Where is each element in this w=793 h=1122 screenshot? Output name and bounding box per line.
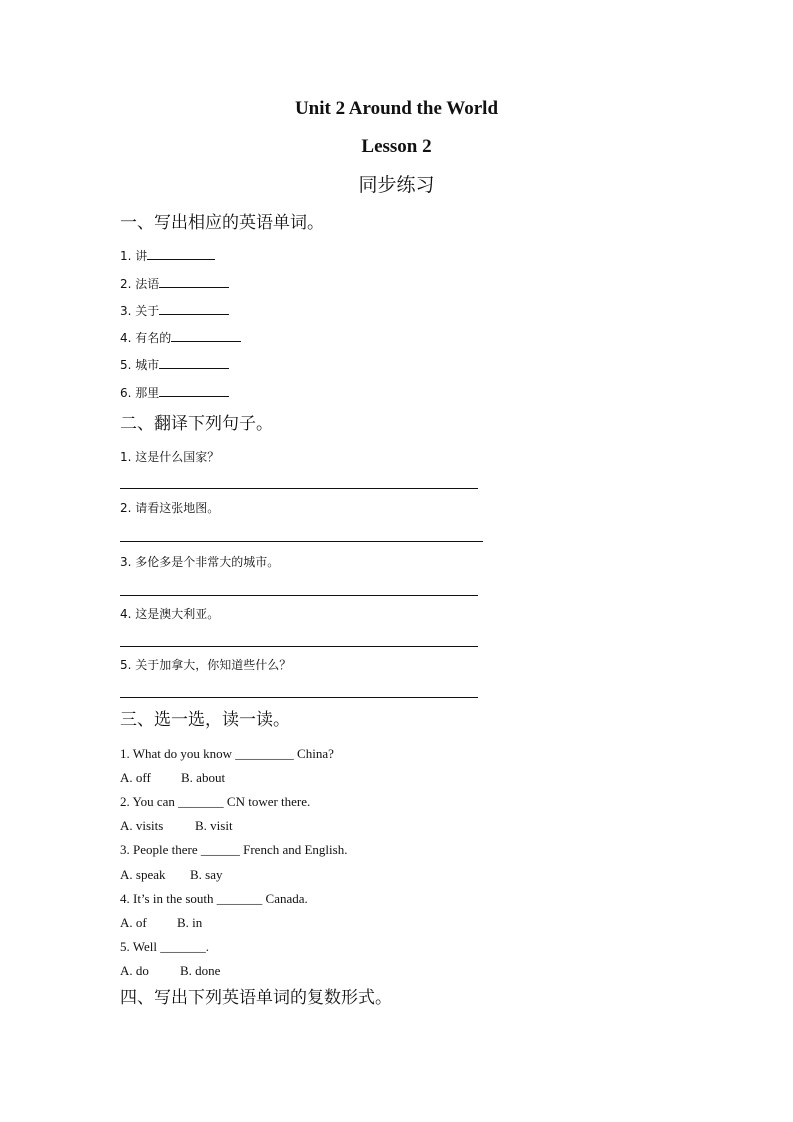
page-subtitle: 同步练习 (358, 174, 435, 196)
question-text: 3. People there ______ French and English. (120, 842, 348, 857)
section-heading-3: 三、选一选，读一读。 (120, 710, 290, 730)
section-heading-2: 二、翻译下列句子。 (120, 414, 273, 434)
vocab-item (120, 248, 215, 264)
lesson-title: Lesson 2 (361, 136, 432, 157)
translate-prompt: 2. 请看这张地图。 (120, 501, 220, 515)
option-a[interactable]: A. visits (120, 818, 164, 833)
translate-prompt: 1. 这是什么国家？ (120, 450, 220, 464)
question-options (120, 817, 233, 834)
vocab-item (120, 357, 229, 373)
question-text: 5. Well _______. (120, 939, 209, 954)
option-a[interactable]: A. of (120, 915, 147, 930)
option-b[interactable]: B. visit (195, 818, 233, 833)
answer-line[interactable] (120, 541, 483, 542)
vocab-item (120, 330, 241, 346)
vocab-prompt: 5. 城市 (120, 358, 160, 372)
answer-line[interactable] (120, 697, 478, 698)
option-a[interactable]: A. do (120, 963, 149, 978)
page-title: Unit 2 Around the World (294, 98, 499, 119)
answer-blank[interactable] (171, 331, 241, 342)
option-b[interactable]: B. say (190, 867, 223, 882)
answer-blank[interactable] (159, 386, 229, 397)
answer-line[interactable] (120, 595, 478, 596)
answer-blank[interactable] (159, 277, 229, 288)
vocab-prompt: 3. 关于 (120, 304, 160, 318)
option-a[interactable]: A. off (120, 770, 151, 785)
answer-blank[interactable] (147, 249, 215, 260)
translate-prompt: 5. 关于加拿大，你知道些什么？ (120, 658, 292, 672)
vocab-item (120, 385, 229, 401)
question-options (120, 914, 202, 931)
vocab-item (120, 276, 229, 292)
question-text: 1. What do you know _________ China? (120, 746, 334, 761)
vocab-prompt: 4. 有名的 (120, 331, 172, 345)
vocab-prompt: 6. 那里 (120, 386, 160, 400)
answer-line[interactable] (120, 646, 478, 647)
question-options (120, 769, 225, 786)
option-b[interactable]: B. in (177, 915, 203, 930)
vocab-prompt: 2. 法语 (120, 277, 160, 291)
option-a[interactable]: A. speak (120, 867, 166, 882)
translate-prompt: 4. 这是澳大利亚。 (120, 607, 220, 621)
vocab-item (120, 303, 229, 319)
answer-blank[interactable] (159, 304, 229, 315)
option-b[interactable]: B. about (181, 770, 226, 785)
translate-prompt: 3. 多伦多是个非常大的城市。 (120, 555, 280, 569)
section-heading-1: 一、写出相应的英语单词。 (120, 213, 324, 233)
vocab-prompt: 1. 讲 (120, 249, 148, 263)
answer-line[interactable] (120, 488, 478, 489)
question-text: 4. It’s in the south _______ Canada. (120, 891, 308, 906)
answer-blank[interactable] (159, 358, 229, 369)
option-b[interactable]: B. done (180, 963, 221, 978)
question-options (120, 962, 220, 979)
section-heading-4: 四、写出下列英语单词的复数形式。 (120, 988, 392, 1008)
question-options (120, 866, 223, 883)
question-text: 2. You can _______ CN tower there. (120, 794, 311, 809)
